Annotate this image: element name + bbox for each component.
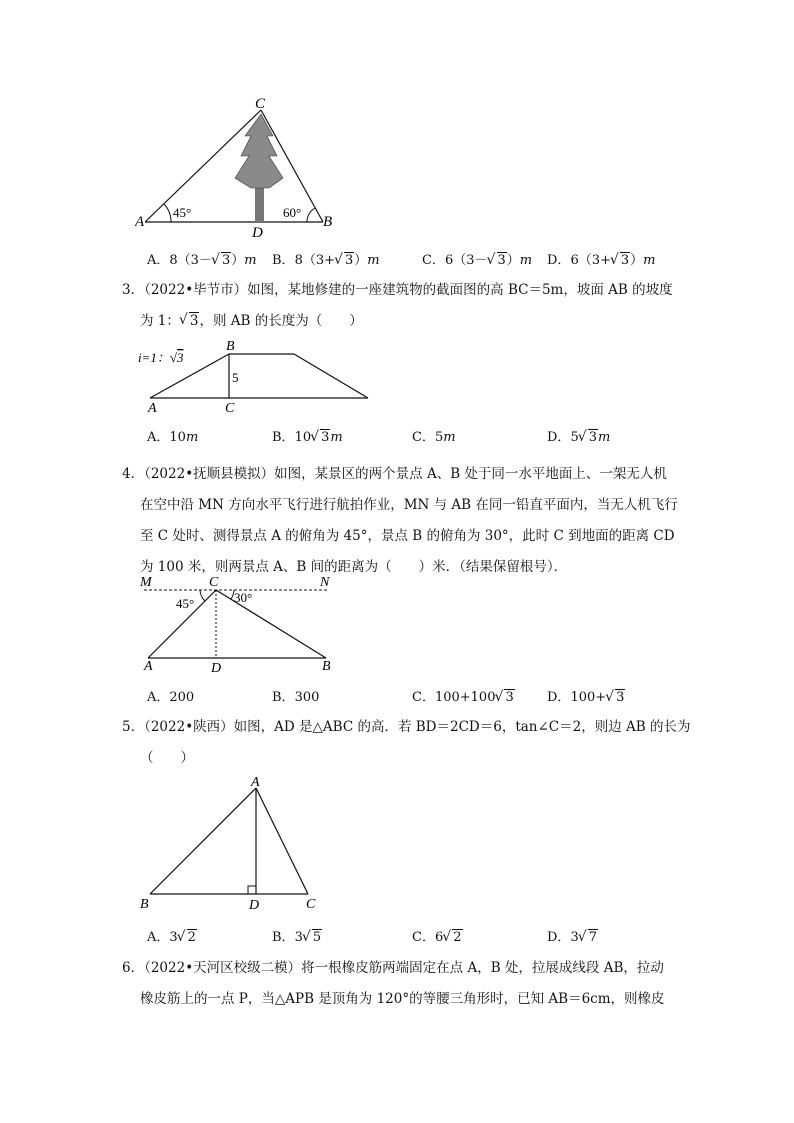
q5-figure xyxy=(136,776,336,914)
q3-line1 xyxy=(122,280,673,300)
q5-option-b[interactable]: B．3√ 5 xyxy=(272,926,322,945)
question-source: （2022•陕西） xyxy=(144,719,234,735)
label-B: B xyxy=(140,897,149,912)
label-D: D xyxy=(252,225,263,238)
question-number: 3． xyxy=(122,282,145,298)
label-D: D xyxy=(211,661,222,676)
question-source: （2022•毕节市） xyxy=(144,282,248,298)
angle-label-45: 45° xyxy=(173,205,192,220)
q2-option-d[interactable]: D．6（3+√ 3）m xyxy=(547,249,656,268)
q4-option-d[interactable]: D．100+√ 3 xyxy=(547,686,625,705)
question-number: 5． xyxy=(122,719,145,735)
label-B: B xyxy=(322,659,331,674)
q3-option-d[interactable]: D．5√ 3m xyxy=(547,426,610,445)
q4-option-a[interactable]: A．200 xyxy=(147,690,195,705)
label-A: A xyxy=(135,214,145,230)
label-C: C xyxy=(225,401,235,416)
label-A: A xyxy=(144,659,153,674)
question-text: 如图，AD 是△ABC 的高．若 BD＝2CD＝6，tan∠C＝2，则边 AB 的长为 xyxy=(233,719,691,735)
q3-option-a[interactable]: A．10m xyxy=(147,430,199,445)
label-B: B xyxy=(226,340,235,354)
q4-line3: 至 C 处时、测得景点 A 的俯角为 45°，景点 B 的俯角为 30°，此时 C 到地面的距离 CD xyxy=(140,528,675,544)
label-D: D xyxy=(249,898,260,913)
slope-label: i=1：√3 xyxy=(138,350,184,365)
q2-figure xyxy=(135,96,345,238)
q2-option-c[interactable]: C．6（3－√ 3）m xyxy=(422,249,532,268)
question-source: （2022•天河区校级二模） xyxy=(144,960,302,976)
question-number: 4． xyxy=(122,466,145,482)
q3-line2: 为 1：√ 3，则 AB 的长度为（ ） xyxy=(140,311,363,331)
height-label: 5 xyxy=(232,370,239,385)
angle-label-60: 60° xyxy=(283,205,302,220)
q4-line2: 在空中沿 MN 方向水平飞行进行航拍作业，MN 与 AB 在同一铅直平面内，当无人机飞行 xyxy=(140,497,678,513)
angle-label-45: 45° xyxy=(176,596,195,611)
q3-option-b[interactable]: B．10√ 3m xyxy=(272,426,343,445)
label-C: C xyxy=(209,575,219,590)
question-text: 将一根橡皮筋两端固定在点 A，B 处，拉展成线段 AB，拉动 xyxy=(301,960,664,976)
q4-figure xyxy=(136,572,346,676)
q5-option-d[interactable]: D．3√ 7 xyxy=(547,926,598,945)
question-source: （2022•抚顺县模拟） xyxy=(144,466,275,482)
label-A: A xyxy=(148,401,157,416)
tree-icon xyxy=(235,114,283,222)
q4-line4: 为 100 米，则两景点 A、B 间的距离为（ ）米．（结果保留根号）． xyxy=(140,559,568,575)
q5-option-c[interactable]: C．6√ 2 xyxy=(412,926,463,945)
question-text: 如图，某地修建的一座建筑物的截面图的高 BC＝5m，坡面 AB 的坡度 xyxy=(247,282,673,298)
q3-options xyxy=(147,426,747,446)
q5-line1 xyxy=(122,717,690,737)
label-M: M xyxy=(140,575,152,590)
label-A: A xyxy=(251,776,260,790)
q4-option-c[interactable]: C．100+100√ 3 xyxy=(412,686,515,705)
label-N: N xyxy=(320,575,330,590)
question-text: 如图，某景区的两个景点 A、B 处于同一水平地面上、一架无人机 xyxy=(274,466,667,482)
q4-line1 xyxy=(122,464,667,484)
q5-line2: （ ） xyxy=(140,750,194,766)
right-angle-mark xyxy=(248,886,256,894)
q5-option-a[interactable]: A．3√ 2 xyxy=(147,926,197,945)
q2-option-a[interactable]: A．8（3－√ 3）m xyxy=(147,249,257,268)
angle-label-30: 30° xyxy=(234,590,253,605)
q3-option-c[interactable]: C．5m xyxy=(412,430,456,445)
label-C: C xyxy=(306,897,316,912)
question-number: 6． xyxy=(122,960,145,976)
q6-line1 xyxy=(122,958,664,978)
label-B: B xyxy=(323,214,333,230)
q3-figure xyxy=(136,340,376,418)
q2-options xyxy=(147,249,747,269)
q5-options xyxy=(147,926,747,946)
q4-options xyxy=(147,686,747,706)
q6-line2: 橡皮筋上的一点 P，当△APB 是顶角为 120°的等腰三角形时，已知 AB＝6cm，则橡皮 xyxy=(140,991,665,1007)
q2-option-b[interactable]: B．8（3+√ 3）m xyxy=(272,249,380,268)
label-C: C xyxy=(255,96,266,112)
q4-option-b[interactable]: B．300 xyxy=(272,690,320,705)
